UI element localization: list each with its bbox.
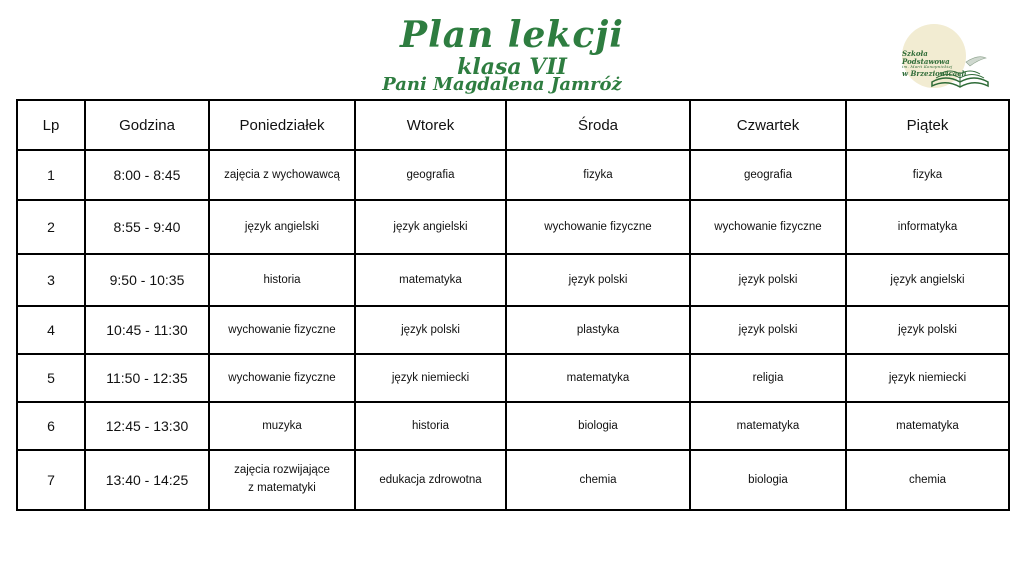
page-title: Plan lekcji — [400, 14, 624, 56]
col-header-friday: Piątek — [846, 100, 1009, 150]
lesson-number: 7 — [17, 450, 85, 510]
col-header-tuesday: Wtorek — [355, 100, 506, 150]
cell-tuesday: język polski — [355, 306, 506, 354]
cell-monday: zajęcia rozwijające z matematyki — [209, 450, 355, 510]
cell-monday: muzyka — [209, 402, 355, 450]
lesson-number: 6 — [17, 402, 85, 450]
cell-monday: wychowanie fizyczne — [209, 354, 355, 402]
lesson-time: 11:50 - 12:35 — [85, 354, 209, 402]
col-header-time: Godzina — [85, 100, 209, 150]
cell-friday: chemia — [846, 450, 1009, 510]
class-label: klasa VII — [457, 54, 567, 80]
cell-tuesday: język angielski — [355, 200, 506, 254]
table-row — [17, 354, 1009, 402]
col-header-monday: Poniedziałek — [209, 100, 355, 150]
cell-thursday: wychowanie fizyczne — [690, 200, 846, 254]
logo-line1: Szkoła Podstawowa — [902, 49, 950, 66]
timetable — [16, 99, 1010, 511]
cell-friday: język polski — [846, 306, 1009, 354]
cell-thursday: biologia — [690, 450, 846, 510]
lesson-number: 3 — [17, 254, 85, 306]
logo-line2: im. Marii Konopnickiej — [902, 64, 953, 70]
col-header-wednesday: Środa — [506, 100, 690, 150]
table-row — [17, 200, 1009, 254]
cell-wednesday: fizyka — [506, 150, 690, 200]
table-row — [17, 150, 1009, 200]
lesson-time: 10:45 - 11:30 — [85, 306, 209, 354]
cell-wednesday: wychowanie fizyczne — [506, 200, 690, 254]
cell-thursday: religia — [690, 354, 846, 402]
lesson-time: 9:50 - 10:35 — [85, 254, 209, 306]
lesson-number: 4 — [17, 306, 85, 354]
cell-wednesday: język polski — [506, 254, 690, 306]
school-logo — [896, 22, 996, 92]
table-row — [17, 402, 1009, 450]
cell-tuesday: geografia — [355, 150, 506, 200]
cell-tuesday: edukacja zdrowotna — [355, 450, 506, 510]
cell-wednesday: plastyka — [506, 306, 690, 354]
header-row — [17, 100, 1009, 150]
lesson-time: 8:55 - 9:40 — [85, 200, 209, 254]
table-row — [17, 306, 1009, 354]
cell-friday: fizyka — [846, 150, 1009, 200]
cell-friday: język angielski — [846, 254, 1009, 306]
cell-friday: informatyka — [846, 200, 1009, 254]
lesson-time: 13:40 - 14:25 — [85, 450, 209, 510]
cell-friday: język niemiecki — [846, 354, 1009, 402]
cell-tuesday: historia — [355, 402, 506, 450]
table-row — [17, 450, 1009, 510]
cell-monday: historia — [209, 254, 355, 306]
cell-monday: wychowanie fizyczne — [209, 306, 355, 354]
cell-wednesday: chemia — [506, 450, 690, 510]
col-header-thursday: Czwartek — [690, 100, 846, 150]
lesson-time: 8:00 - 8:45 — [85, 150, 209, 200]
cell-wednesday: biologia — [506, 402, 690, 450]
logo-line3: w Brzeziowicach — [902, 68, 967, 78]
cell-monday: zajęcia z wychowawcą — [209, 150, 355, 200]
lesson-number: 1 — [17, 150, 85, 200]
cell-wednesday: matematyka — [506, 354, 690, 402]
cell-tuesday: matematyka — [355, 254, 506, 306]
cell-thursday: język polski — [690, 306, 846, 354]
table-row — [17, 254, 1009, 306]
cell-tuesday: język niemiecki — [355, 354, 506, 402]
lesson-number: 2 — [17, 200, 85, 254]
open-book-icon — [928, 52, 992, 92]
cell-friday: matematyka — [846, 402, 1009, 450]
cell-monday: język angielski — [209, 200, 355, 254]
cell-thursday: matematyka — [690, 402, 846, 450]
cell-thursday: język polski — [690, 254, 846, 306]
lesson-number: 5 — [17, 354, 85, 402]
teacher-name: Pani Magdalena Jamróż — [382, 74, 622, 95]
cell-thursday: geografia — [690, 150, 846, 200]
lesson-time: 12:45 - 13:30 — [85, 402, 209, 450]
col-header-lp: Lp — [17, 100, 85, 150]
